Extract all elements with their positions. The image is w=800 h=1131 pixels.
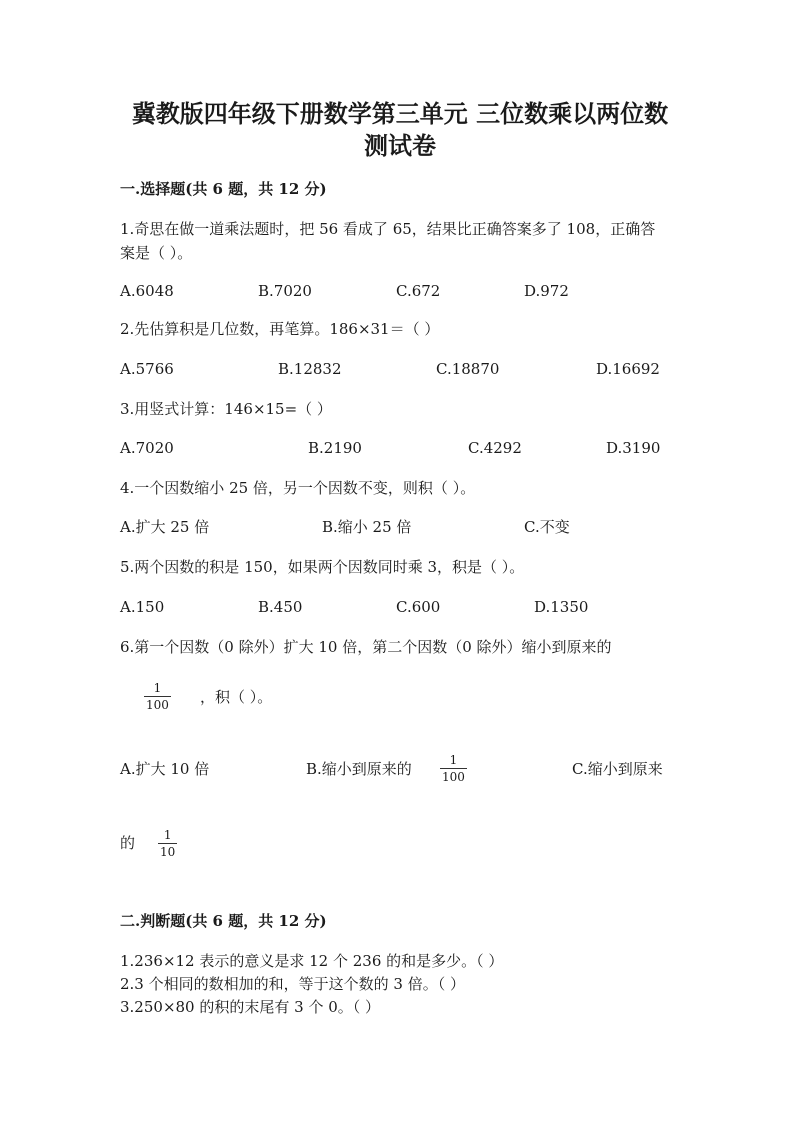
fraction-numerator: 1 (163, 828, 172, 842)
page-title-line2: 测试卷 (364, 131, 436, 160)
fraction-denominator: 10 (160, 845, 176, 859)
page-title-line1: 冀教版四年级下册数学第三单元 三位数乘以两位数 (131, 99, 669, 128)
fraction-bar (158, 843, 177, 844)
fraction-numerator: 1 (153, 681, 162, 695)
question-5-text: 5.两个因数的积是 150，如果两个因数同时乘 3，积是（ ）。 (120, 558, 525, 576)
question-6-option-b-fraction (440, 753, 467, 784)
question-3-option-c[interactable]: C.4292 (468, 439, 522, 457)
section-heading-judgment: 二.判断题(共 6 题，共 12 分) (120, 912, 327, 930)
question-3-text: 3.用竖式计算：146×15=（ ） (120, 400, 332, 418)
section-heading-choice: 一.选择题(共 6 题，共 12 分) (120, 180, 327, 198)
question-1-text-line2: 案是（ ）。 (120, 244, 193, 262)
question-4-option-a[interactable]: A.扩大 25 倍 (120, 518, 210, 536)
question-1-option-b[interactable]: B.7020 (258, 282, 312, 300)
fraction-bar (144, 696, 171, 697)
fraction-bar (440, 768, 467, 769)
question-3-option-d[interactable]: D.3190 (606, 439, 661, 457)
question-5-option-c[interactable]: C.600 (396, 598, 441, 616)
question-2-text: 2.先估算积是几位数，再笔算。186×31＝（ ） (120, 320, 440, 338)
question-6-option-a[interactable]: A.扩大 10 倍 (120, 760, 210, 778)
question-4-option-b[interactable]: B.缩小 25 倍 (322, 518, 412, 536)
question-6-option-c-fraction (158, 828, 177, 859)
judgment-item-2: 2.3 个相同的数相加的和，等于这个数的 3 倍。（ ） (120, 975, 465, 993)
question-6-text-line2: ，积（ ）。 (200, 688, 273, 706)
question-6-option-b[interactable]: B.缩小到原来的 (306, 760, 412, 778)
fraction-numerator: 1 (449, 753, 458, 767)
question-1-option-c[interactable]: C.672 (396, 282, 441, 300)
question-6-fraction (144, 681, 171, 712)
question-1-text-line1: 1.奇思在做一道乘法题时，把 56 看成了 65，结果比正确答案多了 108，正确答 (120, 220, 656, 238)
question-6-text-line1: 6.第一个因数（0 除外）扩大 10 倍，第二个因数（0 除外）缩小到原来的 (120, 638, 612, 656)
question-1-option-d[interactable]: D.972 (524, 282, 569, 300)
question-2-option-a[interactable]: A.5766 (120, 360, 174, 378)
question-5-option-d[interactable]: D.1350 (534, 598, 589, 616)
question-5-option-a[interactable]: A.150 (120, 598, 165, 616)
question-3-option-b[interactable]: B.2190 (308, 439, 362, 457)
question-3-option-a[interactable]: A.7020 (120, 439, 174, 457)
question-4-option-c[interactable]: C.不变 (524, 518, 570, 536)
question-6-option-c-continued: 的 (120, 834, 136, 852)
question-2-option-b[interactable]: B.12832 (278, 360, 342, 378)
judgment-item-1: 1.236×12 表示的意义是求 12 个 236 的和是多少。（ ） (120, 952, 504, 970)
question-4-text: 4.一个因数缩小 25 倍，另一个因数不变，则积（ ）。 (120, 479, 476, 497)
question-2-option-c[interactable]: C.18870 (436, 360, 500, 378)
question-5-option-b[interactable]: B.450 (258, 598, 303, 616)
question-1-option-a[interactable]: A.6048 (120, 282, 174, 300)
question-2-option-d[interactable]: D.16692 (596, 360, 660, 378)
judgment-item-3: 3.250×80 的积的末尾有 3 个 0。（ ） (120, 998, 381, 1016)
fraction-denominator: 100 (442, 770, 465, 784)
fraction-denominator: 100 (146, 698, 169, 712)
question-6-option-c[interactable]: C.缩小到原来 (572, 760, 663, 778)
